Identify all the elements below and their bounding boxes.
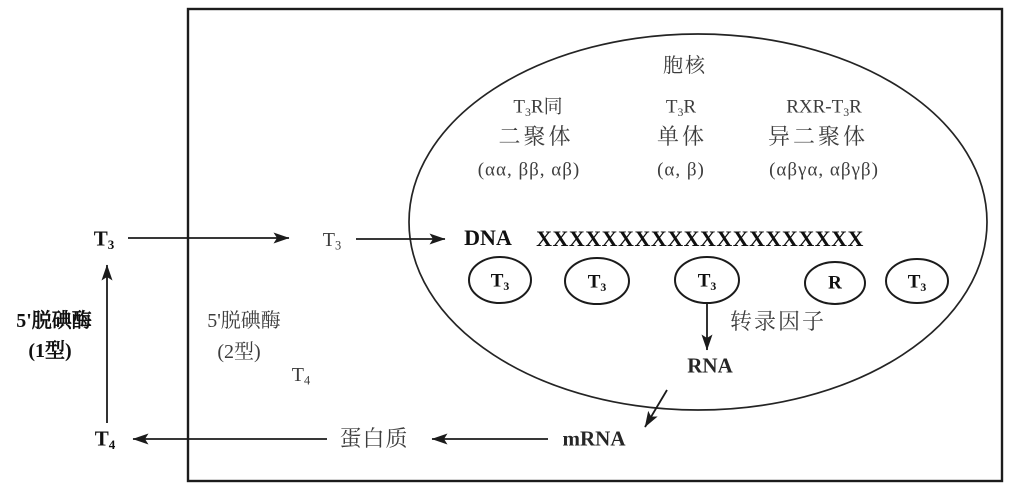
receptor-col1-line1: $T_3R$同 <box>513 96 563 119</box>
receptor-col3-line3: (αβγα, αβγβ) <box>769 159 879 181</box>
bound-receptor-1-label: $T_3$ <box>490 270 510 293</box>
dna-label: DNA <box>464 225 512 250</box>
receptor-col2-line3: (α, β) <box>657 159 705 181</box>
dna-sequence: XXXXXXXXXXXXXXXXXXXX <box>536 226 864 251</box>
deiodinase-type2-name: 5'脱碘酶 <box>207 310 281 332</box>
receptor-col2-line2: 单体 <box>656 124 708 149</box>
bound-receptor-5-label: $T_3$ <box>907 271 927 294</box>
bound-receptor-2-label: $T_3$ <box>587 271 607 294</box>
t4-extracellular-label: $T_4$ <box>94 426 116 453</box>
rna-label: RNA <box>687 353 733 378</box>
t4-cytoplasm-label: $T_4$ <box>291 364 311 388</box>
receptor-col1-line3: (αα, ββ, αβ) <box>477 159 581 181</box>
protein-label: 蛋白质 <box>339 426 409 451</box>
t3-extracellular-label: $T_3$ <box>93 226 115 253</box>
receptor-col1-line2: 二聚体 <box>498 124 574 149</box>
receptor-col2-line1: $T_3R$ <box>665 96 697 119</box>
t3-cytoplasm-label: $T_3$ <box>322 229 342 253</box>
bound-receptor-3-label: $T_3$ <box>697 270 717 293</box>
nucleus-title: 胞核 <box>663 55 707 77</box>
mrna-label: mRNA <box>562 426 626 451</box>
receptor-col3-line2: 异二聚体 <box>767 124 869 149</box>
deiodinase-type1-name: 5'脱碘酶 <box>16 310 92 332</box>
transcription-factor-label: 转录因子 <box>729 309 827 334</box>
receptor-col3-line1: RXR-$T_3R$ <box>786 96 862 119</box>
deiodinase-type2-type: (2型) <box>217 341 261 363</box>
deiodinase-type1-type: (1型) <box>28 340 72 362</box>
bound-receptor-4-label: R <box>828 272 842 294</box>
